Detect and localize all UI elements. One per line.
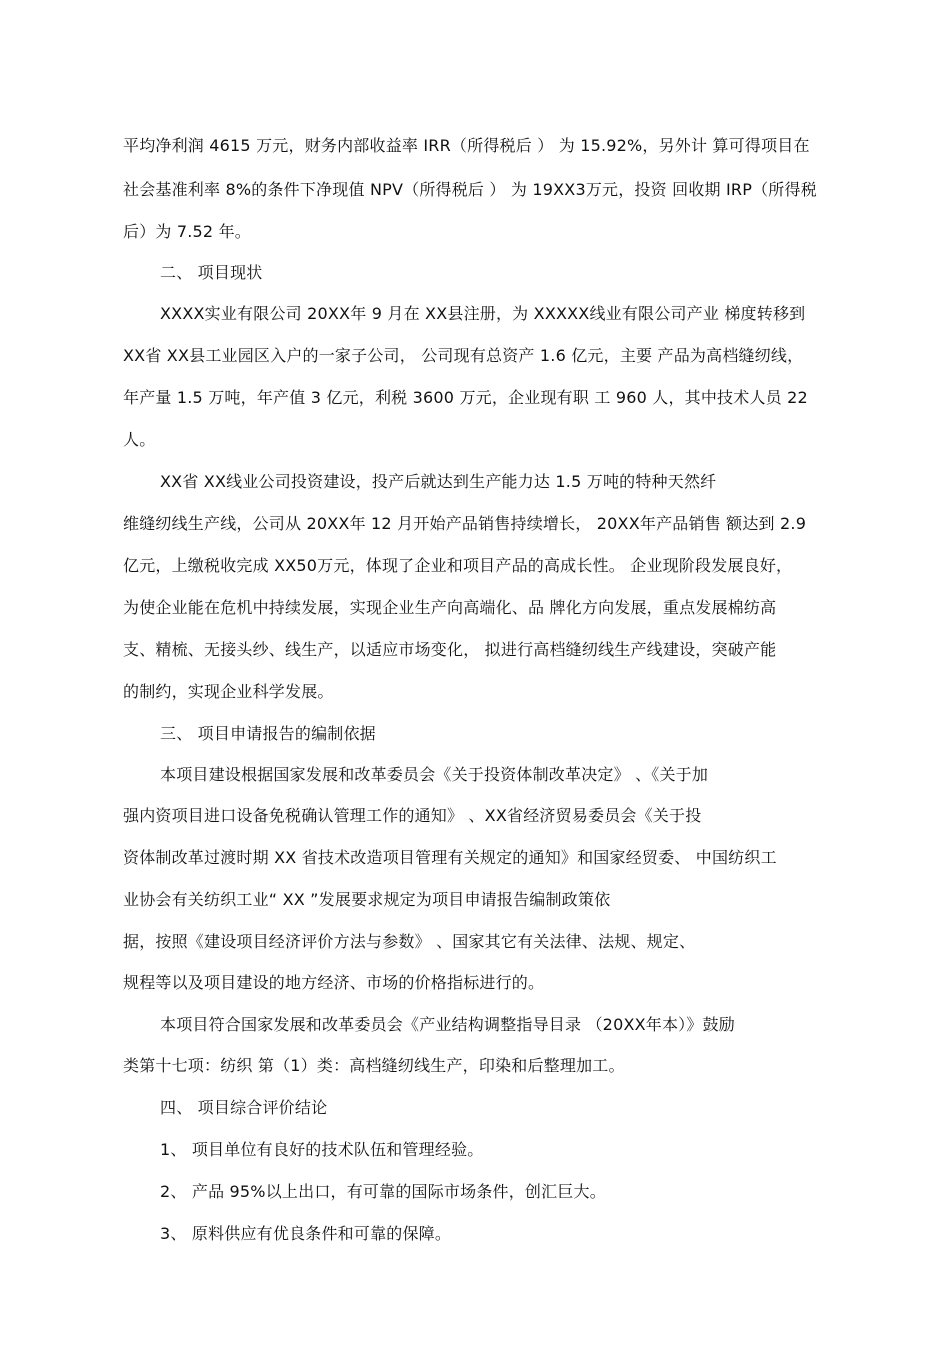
text-line: 资体制改革过渡时期 XX 省技术改造项目管理有关规定的通知》和国家经贸委、 中国纺织工	[123, 848, 777, 867]
text-line: 后）为 7.52 年。	[123, 222, 251, 241]
text-line: 业协会有关纺织工业“ XX ”发展要求规定为项目申请报告编制政策依	[123, 890, 611, 909]
text-line: 为使企业能在危机中持续发展，实现企业生产向高端化、品 牌化方向发展，重点发展棉纺高	[123, 598, 777, 617]
text-line: 据，按照《建设项目经济评价方法与参数》 、国家其它有关法律、法规、规定、	[123, 932, 696, 951]
text-line: 人。	[123, 430, 156, 449]
text-line: 本项目建设根据国家发展和改革委员会《关于投资体制改革决定》 、《关于加	[160, 765, 709, 784]
text-line: XX省 XX线业公司投资建设，投产后就达到生产能力达 1.5 万吨的特种天然纤	[160, 472, 717, 491]
text-line: 年产量 1.5 万吨，年产值 3 亿元，利税 3600 万元，企业现有职 工 960 人，其中技术人员 22	[123, 388, 808, 407]
text-line: 本项目符合国家发展和改革委员会《产业结构调整指导目录 （20XX年本）》鼓励	[160, 1015, 735, 1034]
text-line: 社会基准利率 8%的条件下净现值 NPV（所得税后 ） 为 19XX3万元，投资 回收期 IRP（所得税	[123, 180, 817, 199]
text-line: 类第十七项：纺织 第（1）类：高档缝纫线生产，印染和后整理加工。	[123, 1056, 625, 1075]
section-heading: 二、 项目现状	[160, 263, 263, 282]
text-line: 亿元，上缴税收完成 XX50万元，体现了企业和项目产品的高成长性。 企业现阶段发展良好，	[123, 556, 793, 575]
text-line: 维缝纫线生产线，公司从 20XX年 12 月开始产品销售持续增长， 20XX年产品销售 额达到 2.9	[123, 514, 807, 533]
text-line: XX省 XX县工业园区入户的一家子公司， 公司现有总资产 1.6 亿元，主要 产品为高档缝纫线，	[123, 346, 804, 365]
text-line: 强内资项目进口设备免税确认管理工作的通知》 、XX省经济贸易委员会《关于投	[123, 806, 702, 825]
section-heading: 四、 项目综合评价结论	[160, 1098, 328, 1117]
section-heading: 三、 项目申请报告的编制依据	[160, 724, 376, 743]
text-line: 平均净利润 4615 万元，财务内部收益率 IRR（所得税后 ） 为 15.92%，另外计 算可得项目在	[123, 136, 810, 155]
list-item: 1、 项目单位有良好的技术队伍和管理经验。	[160, 1140, 484, 1159]
list-item: 2、 产品 95%以上出口，有可靠的国际市场条件，创汇巨大。	[160, 1182, 606, 1201]
text-line: 规程等以及项目建设的地方经济、市场的价格指标进行的。	[123, 973, 545, 992]
text-line: 的制约，实现企业科学发展。	[123, 682, 334, 701]
text-line: 支、精梳、无接头纱、线生产，以适应市场变化， 拟进行高档缝纫线生产线建设，突破产能	[123, 640, 777, 659]
list-item: 3、 原料供应有优良条件和可靠的保障。	[160, 1224, 452, 1243]
text-line: XXXX实业有限公司 20XX年 9 月在 XX县注册，为 XXXXX线业有限公司产业 梯度转移到	[160, 304, 806, 323]
